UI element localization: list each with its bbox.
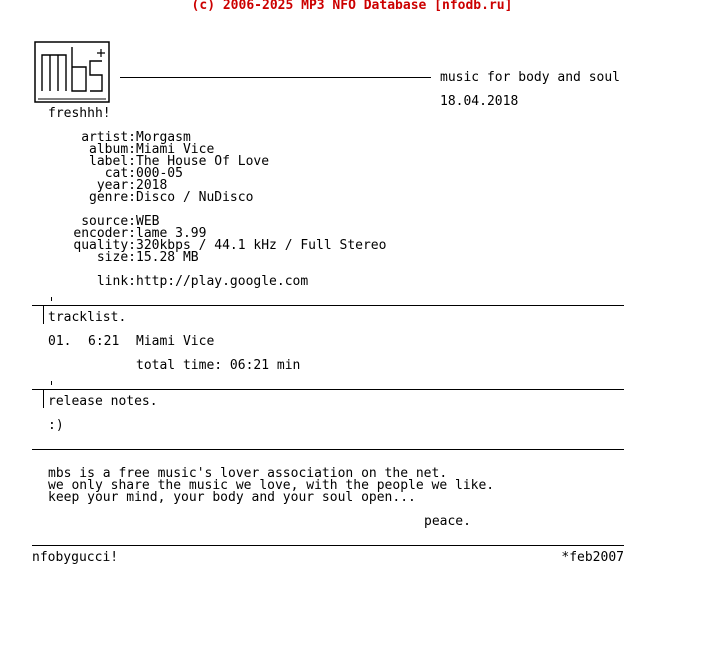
field-label-link: link: [96, 274, 136, 289]
greeting: freshhh! [48, 106, 111, 121]
tagline-rule [120, 77, 431, 78]
tracklist-title: tracklist. [48, 310, 127, 325]
release-date: 18.04.2018 [440, 94, 519, 109]
nfo-document [32, 28, 632, 628]
tracklist-rule [32, 305, 624, 306]
about-line-3: keep your mind, your body and your soul open... [48, 490, 416, 505]
about-line-2: we only share the music we love, with the people we like. [48, 478, 495, 493]
field-label-genre: genre: [89, 190, 136, 205]
field-value-artist: Morgasm [136, 130, 191, 145]
field-label-source: source: [81, 214, 136, 229]
footer-rule [32, 545, 624, 546]
field-value-year: 2018 [136, 178, 168, 193]
field-value-source: WEB [136, 214, 160, 229]
notes-rule-tick [51, 381, 52, 385]
field-label-artist: artist: [81, 130, 136, 145]
field-label-album: album: [89, 142, 136, 157]
about-rule [32, 449, 624, 450]
footer-credit: nfobygucci! [32, 550, 119, 565]
field-value-label: The House Of Love [136, 154, 270, 169]
peace-signoff: peace. [424, 514, 471, 529]
field-label-cat: cat: [104, 166, 136, 181]
mbs-logo-icon [34, 41, 110, 103]
field-value-cat: 000-05 [136, 166, 183, 181]
tracklist-bracket [43, 305, 44, 324]
tagline: music for body and soul [440, 70, 621, 85]
field-value-encoder: lame 3.99 [136, 226, 207, 241]
field-value-album: Miami Vice [136, 142, 215, 157]
about-line-1: mbs is a free music's lover association on the net. [48, 466, 448, 481]
track-time: 6:21 [88, 334, 120, 349]
field-value-link: http://play.google.com [136, 274, 309, 289]
field-label-encoder: encoder: [73, 226, 136, 241]
field-value-genre: Disco / NuDisco [136, 190, 254, 205]
field-label-label: label: [89, 154, 136, 169]
notes-bracket [43, 389, 44, 408]
tracklist-rule-tick [51, 297, 52, 301]
nfodb-copyright-header: (c) 2006-2025 MP3 NFO Database [nfodb.ru] [191, 0, 513, 13]
release-notes-text: :) [48, 418, 64, 433]
field-label-quality: quality: [73, 238, 136, 253]
track-number: 01. [48, 334, 72, 349]
footer-date: *feb2007 [561, 550, 624, 565]
field-label-size: size: [96, 250, 136, 265]
notes-rule [32, 389, 624, 390]
field-value-size: 15.28 MB [136, 250, 199, 265]
release-notes-title: release notes. [48, 394, 158, 409]
total-time: total time: 06:21 min [136, 358, 301, 373]
track-title: Miami Vice [136, 334, 215, 349]
field-label-year: year: [96, 178, 136, 193]
field-value-quality: 320kbps / 44.1 kHz / Full Stereo [136, 238, 387, 253]
